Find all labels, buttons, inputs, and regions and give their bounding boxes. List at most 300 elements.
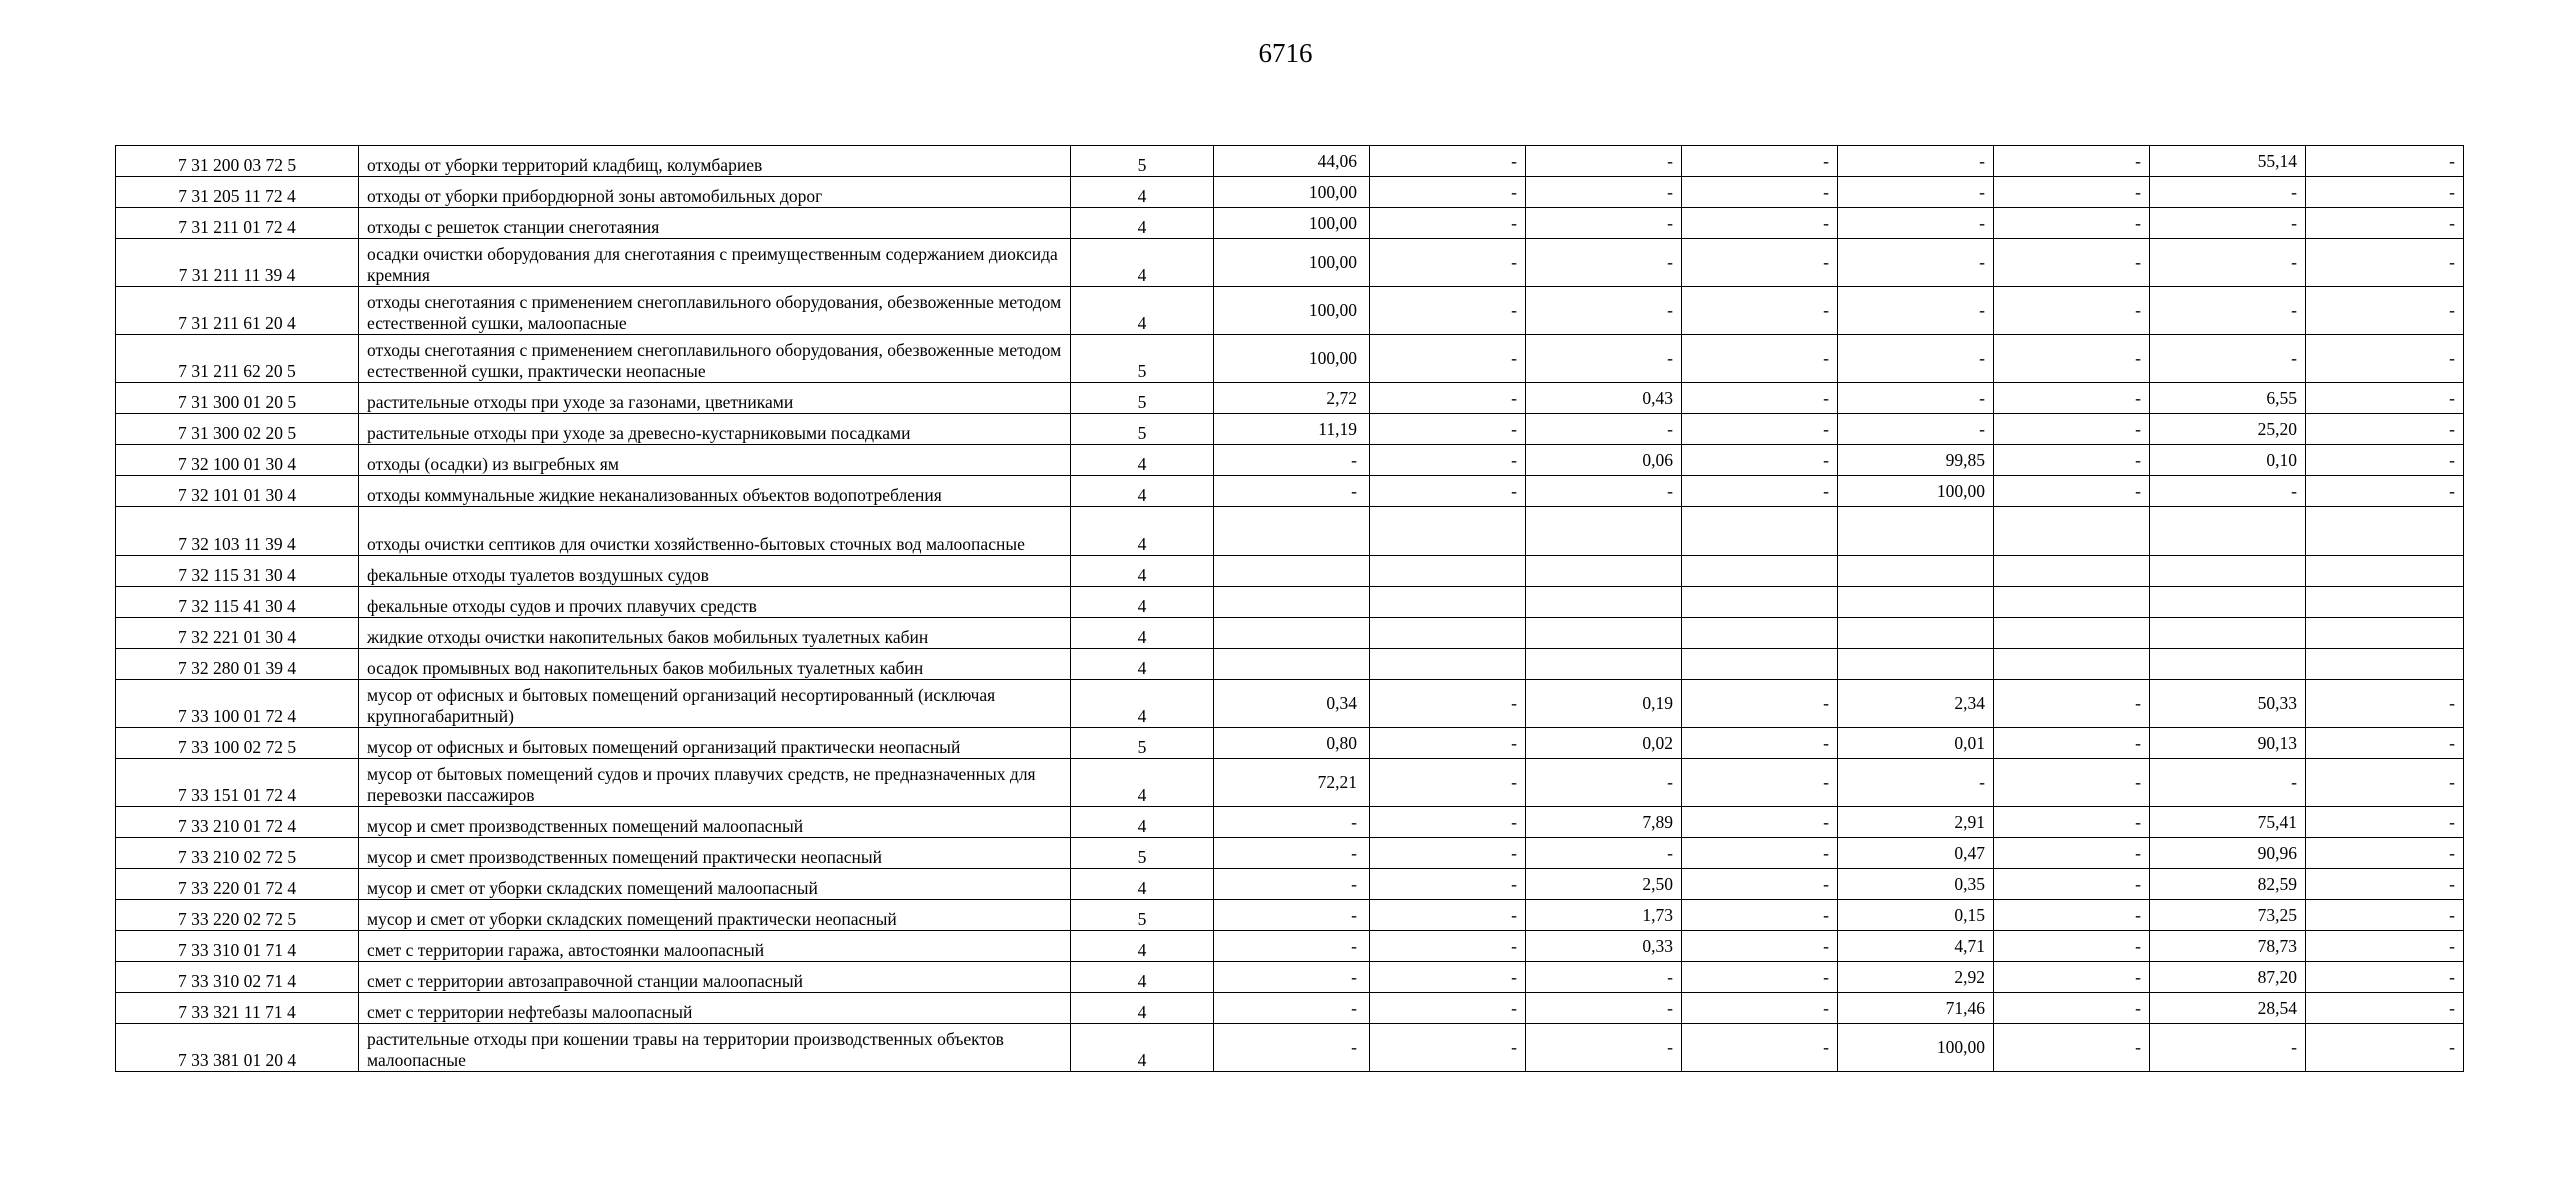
share-value-cell: 6,55 [2150,383,2306,414]
share-value-cell: 82,59 [2150,869,2306,900]
share-value-cell: - [1370,869,1526,900]
share-value-cell: - [1994,962,2150,993]
share-value-cell: - [1370,759,1526,807]
share-value-cell: - [1682,931,1838,962]
share-value-cell: - [1682,177,1838,208]
share-value-cell [1682,556,1838,587]
hazard-class-cell: 5 [1071,414,1214,445]
hazard-class-cell: 4 [1071,962,1214,993]
share-value-cell: 0,19 [1526,680,1682,728]
hazard-class-cell: 4 [1071,177,1214,208]
share-value-cell: 100,00 [1838,476,1994,507]
table-row [116,838,2464,869]
hazard-class-cell: 4 [1071,993,1214,1024]
waste-code-cell: 7 32 100 01 30 4 [116,445,359,476]
share-value-cell: 90,13 [2150,728,2306,759]
hazard-class-cell: 4 [1071,587,1214,618]
table-row [116,287,2464,335]
table-row [116,728,2464,759]
table-row [116,556,2464,587]
share-value-cell: - [2150,287,2306,335]
share-value-cell: - [1994,476,2150,507]
share-value-cell: - [2306,838,2464,869]
table-row [116,759,2464,807]
share-value-cell: - [1370,239,1526,287]
share-value-cell [1838,556,1994,587]
share-value-cell [1682,507,1838,556]
share-value-cell: - [1526,239,1682,287]
share-value-cell [1370,556,1526,587]
share-value-cell: - [2306,414,2464,445]
share-value-cell [2150,649,2306,680]
share-value-cell: 0,33 [1526,931,1682,962]
share-value-cell: 50,33 [2150,680,2306,728]
waste-name-cell: мусор и смет производственных помещений практически неопасный [359,838,1071,869]
share-value-cell: 0,10 [2150,445,2306,476]
waste-name-cell: растительные отходы при кошении травы на территории производственных объектов малоопасные [359,1024,1071,1072]
share-value-cell: - [1370,383,1526,414]
share-value-cell: - [2150,759,2306,807]
share-value-cell: 78,73 [2150,931,2306,962]
share-value-cell: - [2306,869,2464,900]
share-value-cell: 100,00 [1214,287,1370,335]
share-value-cell: - [2306,476,2464,507]
share-value-cell: - [1838,287,1994,335]
share-value-cell: - [1682,869,1838,900]
share-value-cell: 90,96 [2150,838,2306,869]
share-value-cell [1994,587,2150,618]
waste-code-cell: 7 31 200 03 72 5 [116,146,359,177]
hazard-class-cell: 4 [1071,476,1214,507]
share-value-cell: - [1682,728,1838,759]
waste-code-cell: 7 33 210 01 72 4 [116,807,359,838]
share-value-cell: - [1526,993,1682,1024]
share-value-cell: - [2306,680,2464,728]
share-value-cell: - [1526,838,1682,869]
table-row [116,1024,2464,1072]
share-value-cell: - [2150,476,2306,507]
hazard-class-cell: 4 [1071,1024,1214,1072]
waste-name-cell: жидкие отходы очистки накопительных баков мобильных туалетных кабин [359,618,1071,649]
share-value-cell: - [1994,414,2150,445]
table-row [116,146,2464,177]
share-value-cell: 0,35 [1838,869,1994,900]
share-value-cell: - [1370,287,1526,335]
share-value-cell: - [2306,931,2464,962]
share-value-cell: - [2306,962,2464,993]
waste-name-cell: мусор от офисных и бытовых помещений организаций несортированный (исключая крупногабаритный) [359,680,1071,728]
share-value-cell: 0,34 [1214,680,1370,728]
share-value-cell: 0,47 [1838,838,1994,869]
share-value-cell: 75,41 [2150,807,2306,838]
waste-name-cell: смет с территории автозаправочной станции малоопасный [359,962,1071,993]
share-value-cell [1994,556,2150,587]
waste-code-cell: 7 33 220 02 72 5 [116,900,359,931]
share-value-cell: - [1682,900,1838,931]
table-row [116,618,2464,649]
waste-code-cell: 7 33 321 11 71 4 [116,993,359,1024]
share-value-cell [1214,649,1370,680]
waste-code-cell: 7 31 205 11 72 4 [116,177,359,208]
share-value-cell [1682,587,1838,618]
share-value-cell: - [1370,335,1526,383]
share-value-cell: - [1682,962,1838,993]
table-row [116,383,2464,414]
share-value-cell: - [1370,1024,1526,1072]
waste-code-cell: 7 33 151 01 72 4 [116,759,359,807]
waste-name-cell: отходы снеготаяния с применением снегоплавильного оборудования, обезвоженные методом естественной сушки, малоопасные [359,287,1071,335]
waste-name-cell: отходы от уборки прибордюрной зоны автомобильных дорог [359,177,1071,208]
waste-code-cell: 7 33 310 02 71 4 [116,962,359,993]
share-value-cell: - [2150,335,2306,383]
share-value-cell [2306,618,2464,649]
share-value-cell: - [1994,838,2150,869]
share-value-cell: - [1214,476,1370,507]
hazard-class-cell: 4 [1071,556,1214,587]
share-value-cell: 0,15 [1838,900,1994,931]
share-value-cell: - [2306,239,2464,287]
share-value-cell: - [1994,146,2150,177]
waste-code-cell: 7 33 381 01 20 4 [116,1024,359,1072]
share-value-cell [1838,649,1994,680]
table-row [116,445,2464,476]
share-value-cell: - [1526,177,1682,208]
waste-name-cell: отходы коммунальные жидкие неканализованных объектов водопотребления [359,476,1071,507]
share-value-cell: - [1214,993,1370,1024]
waste-name-cell: отходы (осадки) из выгребных ям [359,445,1071,476]
share-value-cell: 100,00 [1214,239,1370,287]
share-value-cell: - [1994,239,2150,287]
share-value-cell: - [1682,208,1838,239]
share-value-cell: - [1370,476,1526,507]
waste-code-cell: 7 32 101 01 30 4 [116,476,359,507]
share-value-cell: 55,14 [2150,146,2306,177]
share-value-cell: - [1994,759,2150,807]
share-value-cell: - [1682,838,1838,869]
waste-name-cell: осадок промывных вод накопительных баков мобильных туалетных кабин [359,649,1071,680]
waste-code-cell: 7 31 300 01 20 5 [116,383,359,414]
share-value-cell: - [1994,208,2150,239]
waste-code-cell: 7 33 310 01 71 4 [116,931,359,962]
share-value-cell: - [1994,993,2150,1024]
share-value-cell: - [1370,680,1526,728]
share-value-cell: - [1682,287,1838,335]
share-value-cell: - [1214,900,1370,931]
share-value-cell: 100,00 [1214,335,1370,383]
share-value-cell: - [1994,287,2150,335]
waste-name-cell: смет с территории нефтебазы малоопасный [359,993,1071,1024]
share-value-cell [1526,618,1682,649]
table-row [116,587,2464,618]
share-value-cell: - [1526,476,1682,507]
share-value-cell: - [1370,931,1526,962]
share-value-cell: - [1214,445,1370,476]
share-value-cell: - [1838,414,1994,445]
share-value-cell: - [1214,807,1370,838]
waste-name-cell: мусор и смет производственных помещений малоопасный [359,807,1071,838]
share-value-cell [1214,507,1370,556]
hazard-class-cell: 5 [1071,900,1214,931]
share-value-cell: 0,01 [1838,728,1994,759]
share-value-cell: - [2150,177,2306,208]
waste-name-cell: отходы от уборки территорий кладбищ, колумбариев [359,146,1071,177]
table-row [116,807,2464,838]
hazard-class-cell: 4 [1071,649,1214,680]
share-value-cell: 28,54 [2150,993,2306,1024]
share-value-cell: 73,25 [2150,900,2306,931]
share-value-cell [2150,618,2306,649]
share-value-cell [1526,649,1682,680]
share-value-cell: - [1370,414,1526,445]
table-row [116,993,2464,1024]
waste-code-cell: 7 33 100 02 72 5 [116,728,359,759]
share-value-cell [1214,587,1370,618]
share-value-cell: - [1526,287,1682,335]
share-value-cell [2306,649,2464,680]
share-value-cell: - [1682,146,1838,177]
share-value-cell: - [2306,759,2464,807]
hazard-class-cell: 4 [1071,807,1214,838]
hazard-class-cell: 4 [1071,239,1214,287]
hazard-class-cell: 4 [1071,618,1214,649]
share-value-cell: - [1994,680,2150,728]
waste-code-cell: 7 31 211 62 20 5 [116,335,359,383]
share-value-cell: 0,02 [1526,728,1682,759]
share-value-cell: - [1682,383,1838,414]
share-value-cell: 87,20 [2150,962,2306,993]
share-value-cell: - [1214,838,1370,869]
share-value-cell [2306,556,2464,587]
share-value-cell: - [1526,759,1682,807]
share-value-cell: - [2150,208,2306,239]
hazard-class-cell: 4 [1071,208,1214,239]
table-row [116,869,2464,900]
share-value-cell: - [1214,869,1370,900]
hazard-class-cell: 4 [1071,507,1214,556]
table-row [116,507,2464,556]
share-value-cell [2306,507,2464,556]
share-value-cell: - [2306,1024,2464,1072]
share-value-cell: - [1214,931,1370,962]
share-value-cell: - [1838,208,1994,239]
hazard-class-cell: 5 [1071,383,1214,414]
table-row [116,414,2464,445]
waste-name-cell: фекальные отходы туалетов воздушных судов [359,556,1071,587]
table-body [116,146,2464,1072]
share-value-cell: - [1994,728,2150,759]
share-value-cell: - [1526,208,1682,239]
share-value-cell: - [1214,1024,1370,1072]
hazard-class-cell: 4 [1071,759,1214,807]
hazard-class-cell: 5 [1071,146,1214,177]
share-value-cell: - [2306,383,2464,414]
share-value-cell: 7,89 [1526,807,1682,838]
hazard-class-cell: 4 [1071,680,1214,728]
waste-code-cell: 7 31 211 01 72 4 [116,208,359,239]
waste-code-cell: 7 32 115 41 30 4 [116,587,359,618]
share-value-cell: - [2306,445,2464,476]
share-value-cell: - [1526,146,1682,177]
waste-table [115,145,2464,1072]
share-value-cell: - [1994,177,2150,208]
share-value-cell: 2,34 [1838,680,1994,728]
share-value-cell [2306,587,2464,618]
hazard-class-cell: 5 [1071,838,1214,869]
share-value-cell: - [1838,759,1994,807]
share-value-cell [1838,507,1994,556]
table-row [116,335,2464,383]
share-value-cell: 100,00 [1214,208,1370,239]
waste-name-cell: мусор и смет от уборки складских помещений малоопасный [359,869,1071,900]
share-value-cell [1526,507,1682,556]
share-value-cell: - [2306,900,2464,931]
share-value-cell: - [1682,414,1838,445]
share-value-cell: - [1370,900,1526,931]
share-value-cell: - [2306,335,2464,383]
share-value-cell [1682,649,1838,680]
waste-code-cell: 7 31 300 02 20 5 [116,414,359,445]
share-value-cell [1214,556,1370,587]
share-value-cell: - [2306,728,2464,759]
share-value-cell: 1,73 [1526,900,1682,931]
share-value-cell: 44,06 [1214,146,1370,177]
waste-name-cell: мусор от офисных и бытовых помещений организаций практически неопасный [359,728,1071,759]
table-row [116,239,2464,287]
share-value-cell: - [1994,869,2150,900]
waste-name-cell: растительные отходы при уходе за газонами, цветниками [359,383,1071,414]
share-value-cell [2150,587,2306,618]
share-value-cell [1994,649,2150,680]
hazard-class-cell: 4 [1071,869,1214,900]
hazard-class-cell: 4 [1071,287,1214,335]
share-value-cell: 2,92 [1838,962,1994,993]
share-value-cell: - [1370,838,1526,869]
table-row [116,680,2464,728]
share-value-cell [1370,649,1526,680]
waste-code-cell: 7 31 211 61 20 4 [116,287,359,335]
share-value-cell: 0,43 [1526,383,1682,414]
share-value-cell: - [1682,993,1838,1024]
share-value-cell: - [1994,1024,2150,1072]
share-value-cell [1370,618,1526,649]
share-value-cell: - [2306,287,2464,335]
share-value-cell: - [1994,383,2150,414]
share-value-cell: - [1682,680,1838,728]
share-value-cell: - [1994,445,2150,476]
share-value-cell [1838,587,1994,618]
share-value-cell: - [1838,239,1994,287]
share-value-cell: - [1838,383,1994,414]
share-value-cell: 2,91 [1838,807,1994,838]
hazard-class-cell: 5 [1071,335,1214,383]
waste-code-cell: 7 31 211 11 39 4 [116,239,359,287]
waste-name-cell: отходы снеготаяния с применением снегоплавильного оборудования, обезвоженные методом естественной сушки, практически неопасные [359,335,1071,383]
share-value-cell: - [1838,146,1994,177]
share-value-cell: - [1370,445,1526,476]
share-value-cell [1994,507,2150,556]
waste-name-cell: отходы очистки септиков для очистки хозяйственно-бытовых сточных вод малоопасные [359,507,1071,556]
share-value-cell: - [1370,993,1526,1024]
share-value-cell: - [1526,1024,1682,1072]
waste-name-cell: мусор от бытовых помещений судов и прочих плавучих средств, не предназначенных для перевозки пассажиров [359,759,1071,807]
share-value-cell [1526,556,1682,587]
waste-code-cell: 7 32 115 31 30 4 [116,556,359,587]
share-value-cell: 71,46 [1838,993,1994,1024]
hazard-class-cell: 4 [1071,931,1214,962]
share-value-cell: 2,50 [1526,869,1682,900]
share-value-cell: 0,80 [1214,728,1370,759]
share-value-cell [1994,618,2150,649]
share-value-cell [1526,587,1682,618]
share-value-cell [2150,507,2306,556]
waste-name-cell: смет с территории гаража, автостоянки малоопасный [359,931,1071,962]
waste-name-cell: растительные отходы при уходе за древесно-кустарниковыми посадками [359,414,1071,445]
waste-code-cell: 7 32 221 01 30 4 [116,618,359,649]
share-value-cell: - [1370,146,1526,177]
waste-code-cell: 7 33 210 02 72 5 [116,838,359,869]
share-value-cell: - [1370,807,1526,838]
share-value-cell: - [1994,807,2150,838]
share-value-cell: - [1838,177,1994,208]
share-value-cell: - [1994,900,2150,931]
waste-name-cell: отходы с решеток станции снеготаяния [359,208,1071,239]
share-value-cell [1838,618,1994,649]
share-value-cell: - [1682,476,1838,507]
share-value-cell: - [1214,962,1370,993]
waste-name-cell: осадки очистки оборудования для снеготаяния с преимущественным содержанием диоксида кремния [359,239,1071,287]
share-value-cell: 2,72 [1214,383,1370,414]
share-value-cell: 11,19 [1214,414,1370,445]
share-value-cell: - [1682,759,1838,807]
table-row [116,900,2464,931]
share-value-cell: - [1526,962,1682,993]
waste-code-cell: 7 32 103 11 39 4 [116,507,359,556]
share-value-cell: - [1526,414,1682,445]
share-value-cell: 4,71 [1838,931,1994,962]
share-value-cell: - [1682,239,1838,287]
share-value-cell: - [1994,931,2150,962]
page-number: 6716 [1258,38,1313,68]
share-value-cell: - [1370,728,1526,759]
share-value-cell: 25,20 [2150,414,2306,445]
share-value-cell: 100,00 [1838,1024,1994,1072]
waste-code-cell: 7 32 280 01 39 4 [116,649,359,680]
waste-code-cell: 7 33 100 01 72 4 [116,680,359,728]
table-row [116,962,2464,993]
waste-name-cell: мусор и смет от уборки складских помещений практически неопасный [359,900,1071,931]
waste-code-cell: 7 33 220 01 72 4 [116,869,359,900]
share-value-cell: - [1682,1024,1838,1072]
share-value-cell [1682,618,1838,649]
share-value-cell: - [1526,335,1682,383]
share-value-cell: 100,00 [1214,177,1370,208]
share-value-cell: 72,21 [1214,759,1370,807]
share-value-cell: - [1370,962,1526,993]
share-value-cell [1214,618,1370,649]
share-value-cell: - [1838,335,1994,383]
share-value-cell: 0,06 [1526,445,1682,476]
share-value-cell: - [1370,208,1526,239]
share-value-cell: - [1682,445,1838,476]
share-value-cell: - [2306,146,2464,177]
share-value-cell [2150,556,2306,587]
table-row [116,931,2464,962]
table-row [116,476,2464,507]
share-value-cell: - [2150,239,2306,287]
share-value-cell: - [2306,993,2464,1024]
share-value-cell: - [1994,335,2150,383]
share-value-cell: - [1370,177,1526,208]
